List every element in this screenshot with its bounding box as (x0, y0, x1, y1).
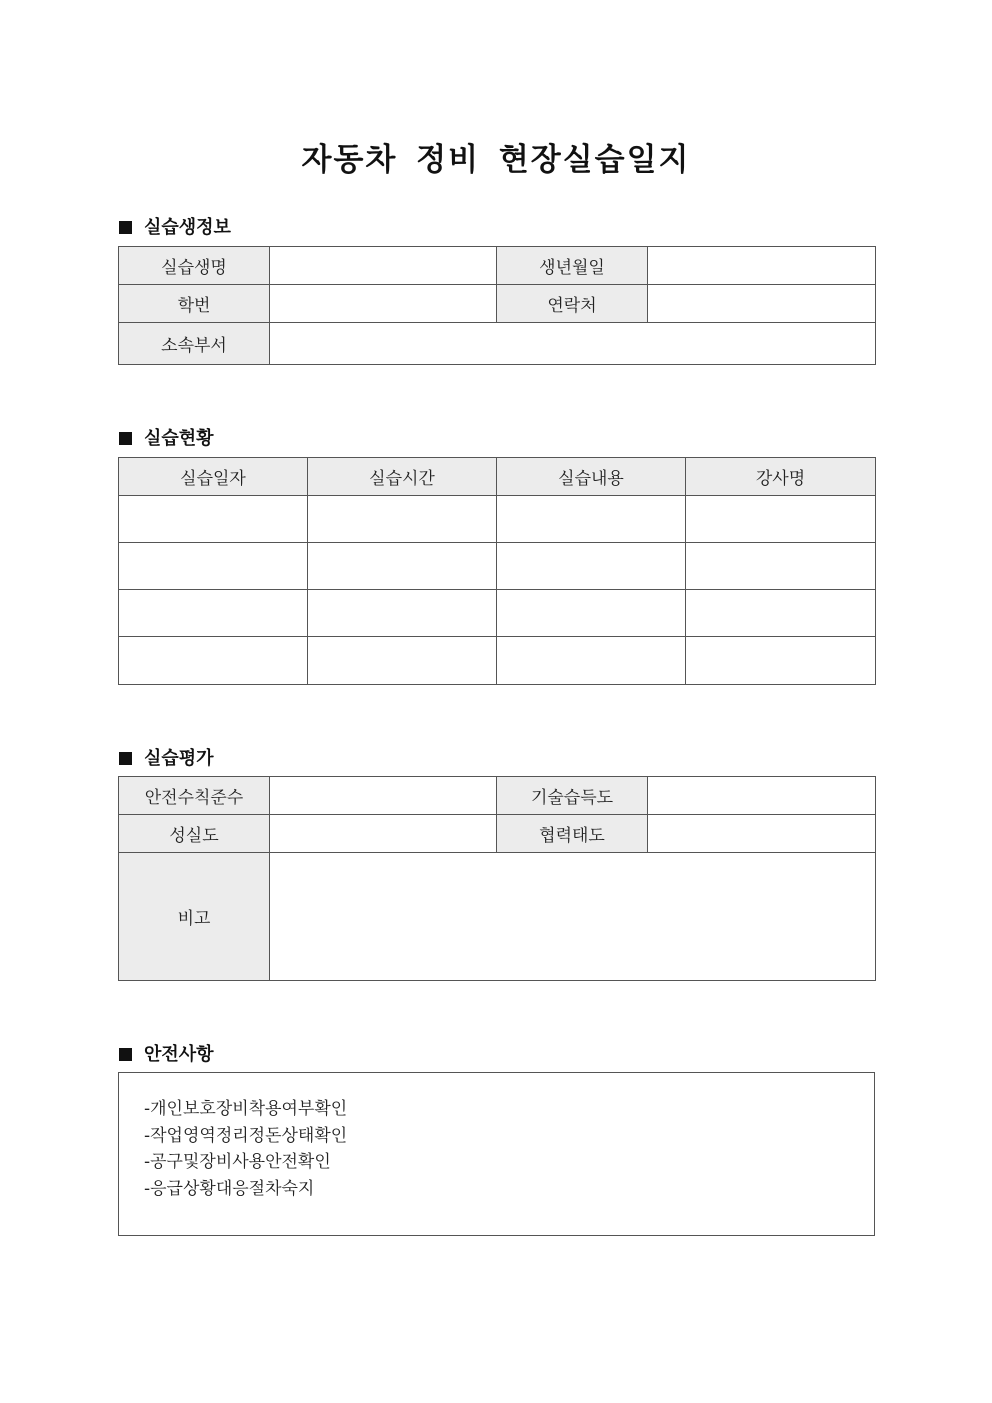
square-bullet-icon (119, 221, 132, 234)
name-field[interactable] (270, 247, 497, 285)
page-title: 자동차 정비 현장실습일지 (301, 142, 691, 178)
square-bullet-icon (119, 432, 132, 445)
section-title: 실습현황 (144, 428, 214, 449)
instructor-cell[interactable] (686, 496, 876, 543)
section-title: 실습생정보 (144, 217, 231, 238)
contact-label: 연락처 (497, 285, 648, 323)
instructor-cell[interactable] (686, 543, 876, 590)
date-cell[interactable] (119, 637, 308, 685)
date-cell[interactable] (119, 590, 308, 637)
safety-item: -개인보호장비착용여부확인 (144, 1099, 348, 1119)
section-title: 안전사항 (144, 1044, 214, 1065)
cooperation-field[interactable] (648, 815, 876, 853)
safety-compliance-label: 안전수칙준수 (119, 777, 270, 815)
remarks-field[interactable] (270, 853, 876, 981)
column-header-content: 실습내용 (497, 458, 686, 496)
contact-field[interactable] (648, 285, 876, 323)
content-cell[interactable] (497, 496, 686, 543)
time-cell[interactable] (308, 637, 497, 685)
section-title: 실습평가 (144, 748, 214, 769)
date-cell[interactable] (119, 543, 308, 590)
department-field[interactable] (270, 323, 876, 365)
safety-notes-box (118, 1072, 875, 1236)
status-table (118, 457, 876, 685)
sincerity-label: 성실도 (119, 815, 270, 853)
skill-acquisition-label: 기술습득도 (497, 777, 648, 815)
table-row (119, 496, 876, 543)
date-cell[interactable] (119, 496, 308, 543)
content-cell[interactable] (497, 637, 686, 685)
skill-acquisition-field[interactable] (648, 777, 876, 815)
student-id-label: 학번 (119, 285, 270, 323)
content-cell[interactable] (497, 543, 686, 590)
evaluation-table (118, 776, 876, 981)
table-row (119, 590, 876, 637)
column-header-instructor: 강사명 (686, 458, 876, 496)
name-label: 실습생명 (119, 247, 270, 285)
safety-item: -작업영역정리정돈상태확인 (144, 1126, 348, 1146)
student-id-field[interactable] (270, 285, 497, 323)
time-cell[interactable] (308, 543, 497, 590)
birth-label: 생년월일 (497, 247, 648, 285)
section-heading-status (119, 424, 214, 450)
sincerity-field[interactable] (270, 815, 497, 853)
time-cell[interactable] (308, 496, 497, 543)
birth-field[interactable] (648, 247, 876, 285)
column-header-date: 실습일자 (119, 458, 308, 496)
square-bullet-icon (119, 1048, 132, 1061)
section-heading-safety (119, 1040, 214, 1066)
department-label: 소속부서 (119, 323, 270, 365)
table-row (119, 637, 876, 685)
column-header-time: 실습시간 (308, 458, 497, 496)
safety-item: -응급상황대응절차숙지 (144, 1179, 315, 1199)
section-heading-evaluation (119, 744, 214, 770)
content-cell[interactable] (497, 590, 686, 637)
student-info-table (118, 246, 876, 365)
remarks-label: 비고 (119, 853, 270, 981)
table-row (119, 543, 876, 590)
safety-compliance-field[interactable] (270, 777, 497, 815)
cooperation-label: 협력태도 (497, 815, 648, 853)
time-cell[interactable] (308, 590, 497, 637)
square-bullet-icon (119, 752, 132, 765)
safety-item: -공구및장비사용안전확인 (144, 1152, 331, 1172)
instructor-cell[interactable] (686, 590, 876, 637)
instructor-cell[interactable] (686, 637, 876, 685)
section-heading-student-info (119, 213, 231, 239)
